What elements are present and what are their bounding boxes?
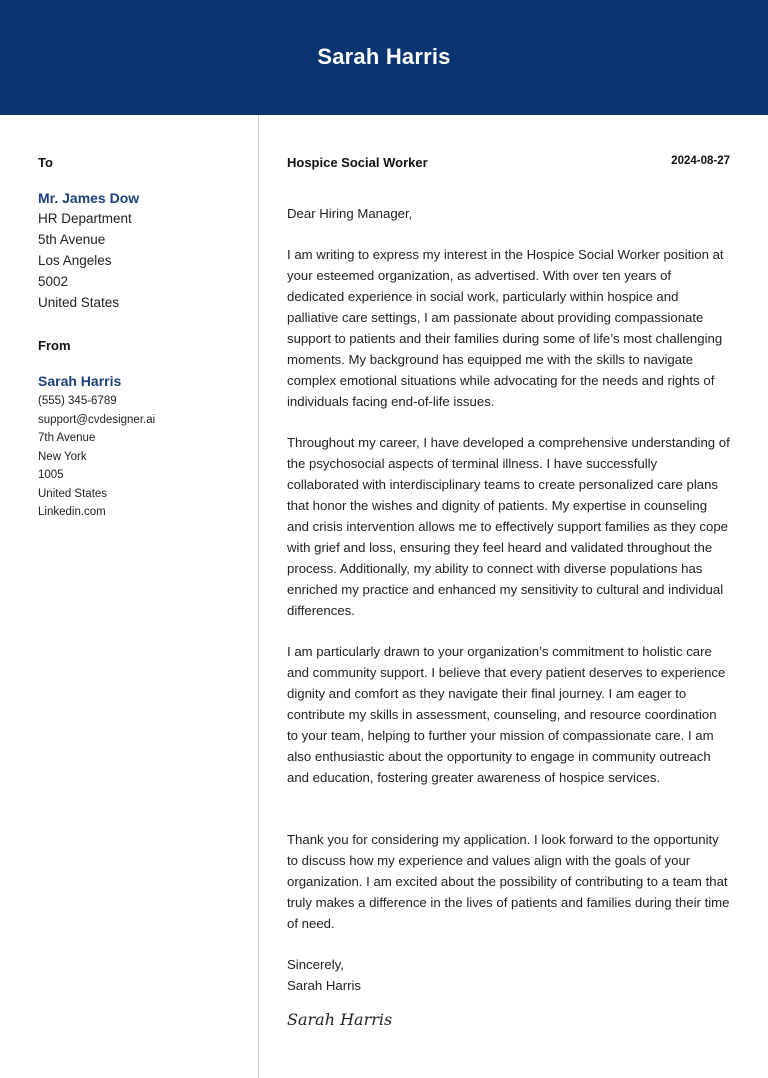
recipient-address-line: 5th Avenue [38,232,106,247]
sidebar [38,155,248,522]
recipient-address-line: Los Angeles [38,253,112,268]
column-divider [258,115,259,1078]
recipient-address [38,208,248,313]
job-title: Hospice Social Worker [287,155,428,170]
closing-name: Sarah Harris [287,978,362,993]
paragraph: Throughout my career, I have developed a comprehensive understanding of the psychosocial aspects of terminal illness. I have successfully collaborated with interdisciplinary teams to create personalized care plans that honor the wishes and dignity of patients. My expertise in counseling and crisis intervention allows me to effectively support families as they cope with grief and loss, ensuring they feel heard and validated throughout the process. Additionally, my ability to connect with diverse populations has enriched my practice and enhanced my sensitivity to cultural and individual differences. [287,435,730,618]
salutation: Dear Hiring Manager, [287,206,413,221]
sender-address-line: New York [38,450,87,463]
sender-linkedin: Linkedin.com [38,506,106,518]
closing: Sincerely, [287,957,344,972]
recipient-address-line: HR Department [38,211,132,226]
signature: Sarah Harris [287,1010,393,1029]
applicant-name: Sarah Harris [317,44,451,69]
header-banner [0,0,768,115]
sender-email: support@cvdesigner.ai [38,413,156,426]
sender-phone: (555) 345-6789 [38,395,117,407]
letter-date: 2024-08-27 [671,155,730,167]
paragraph: Thank you for considering my application. I look forward to the opportunity to discuss how my experience and values align with the goals of your organization. I am excited about the possibility of contributing to a team that truly makes a difference in the lives of patients and families during their time of need. [287,832,730,931]
sender-address-line: 1005 [38,469,64,481]
recipient-address-line: United States [38,295,120,310]
recipient-address-line: 5002 [38,274,69,289]
recipient-label: To [38,155,53,170]
recipient-name: Mr. James Dow [38,190,140,206]
sender-address-line: United States [38,487,108,500]
paragraph: I am writing to express my interest in the Hospice Social Worker position at your esteemed organization, as advertised. With over ten years of dedicated experience in social work, particularly within hospice and palliative care settings, I am passionate about providing compassionate support to patients and their families during some of life’s most challenging moments. My background has equipped me with the skills to navigate complex emotional situations while advocating for the needs and rights of individuals facing end-of-life issues. [287,247,724,409]
sender-address-line: 7th Avenue [38,432,96,444]
paragraph: I am particularly drawn to your organization’s commitment to holistic care and community support. I believe that every patient deserves to experience dignity and comfort as they navigate their final journey. I am eager to contribute my skills in assessment, counseling, and resource coordination to your team, helping to further your mission of compassionate care. I am also enthusiastic about the opportunity to engage in community outreach and education, fostering greater awareness of hospice services. [287,644,726,785]
sender-label: From [38,338,71,353]
sender-name: Sarah Harris [38,373,122,389]
sender-contact [38,392,248,522]
letter-content [287,203,730,1029]
